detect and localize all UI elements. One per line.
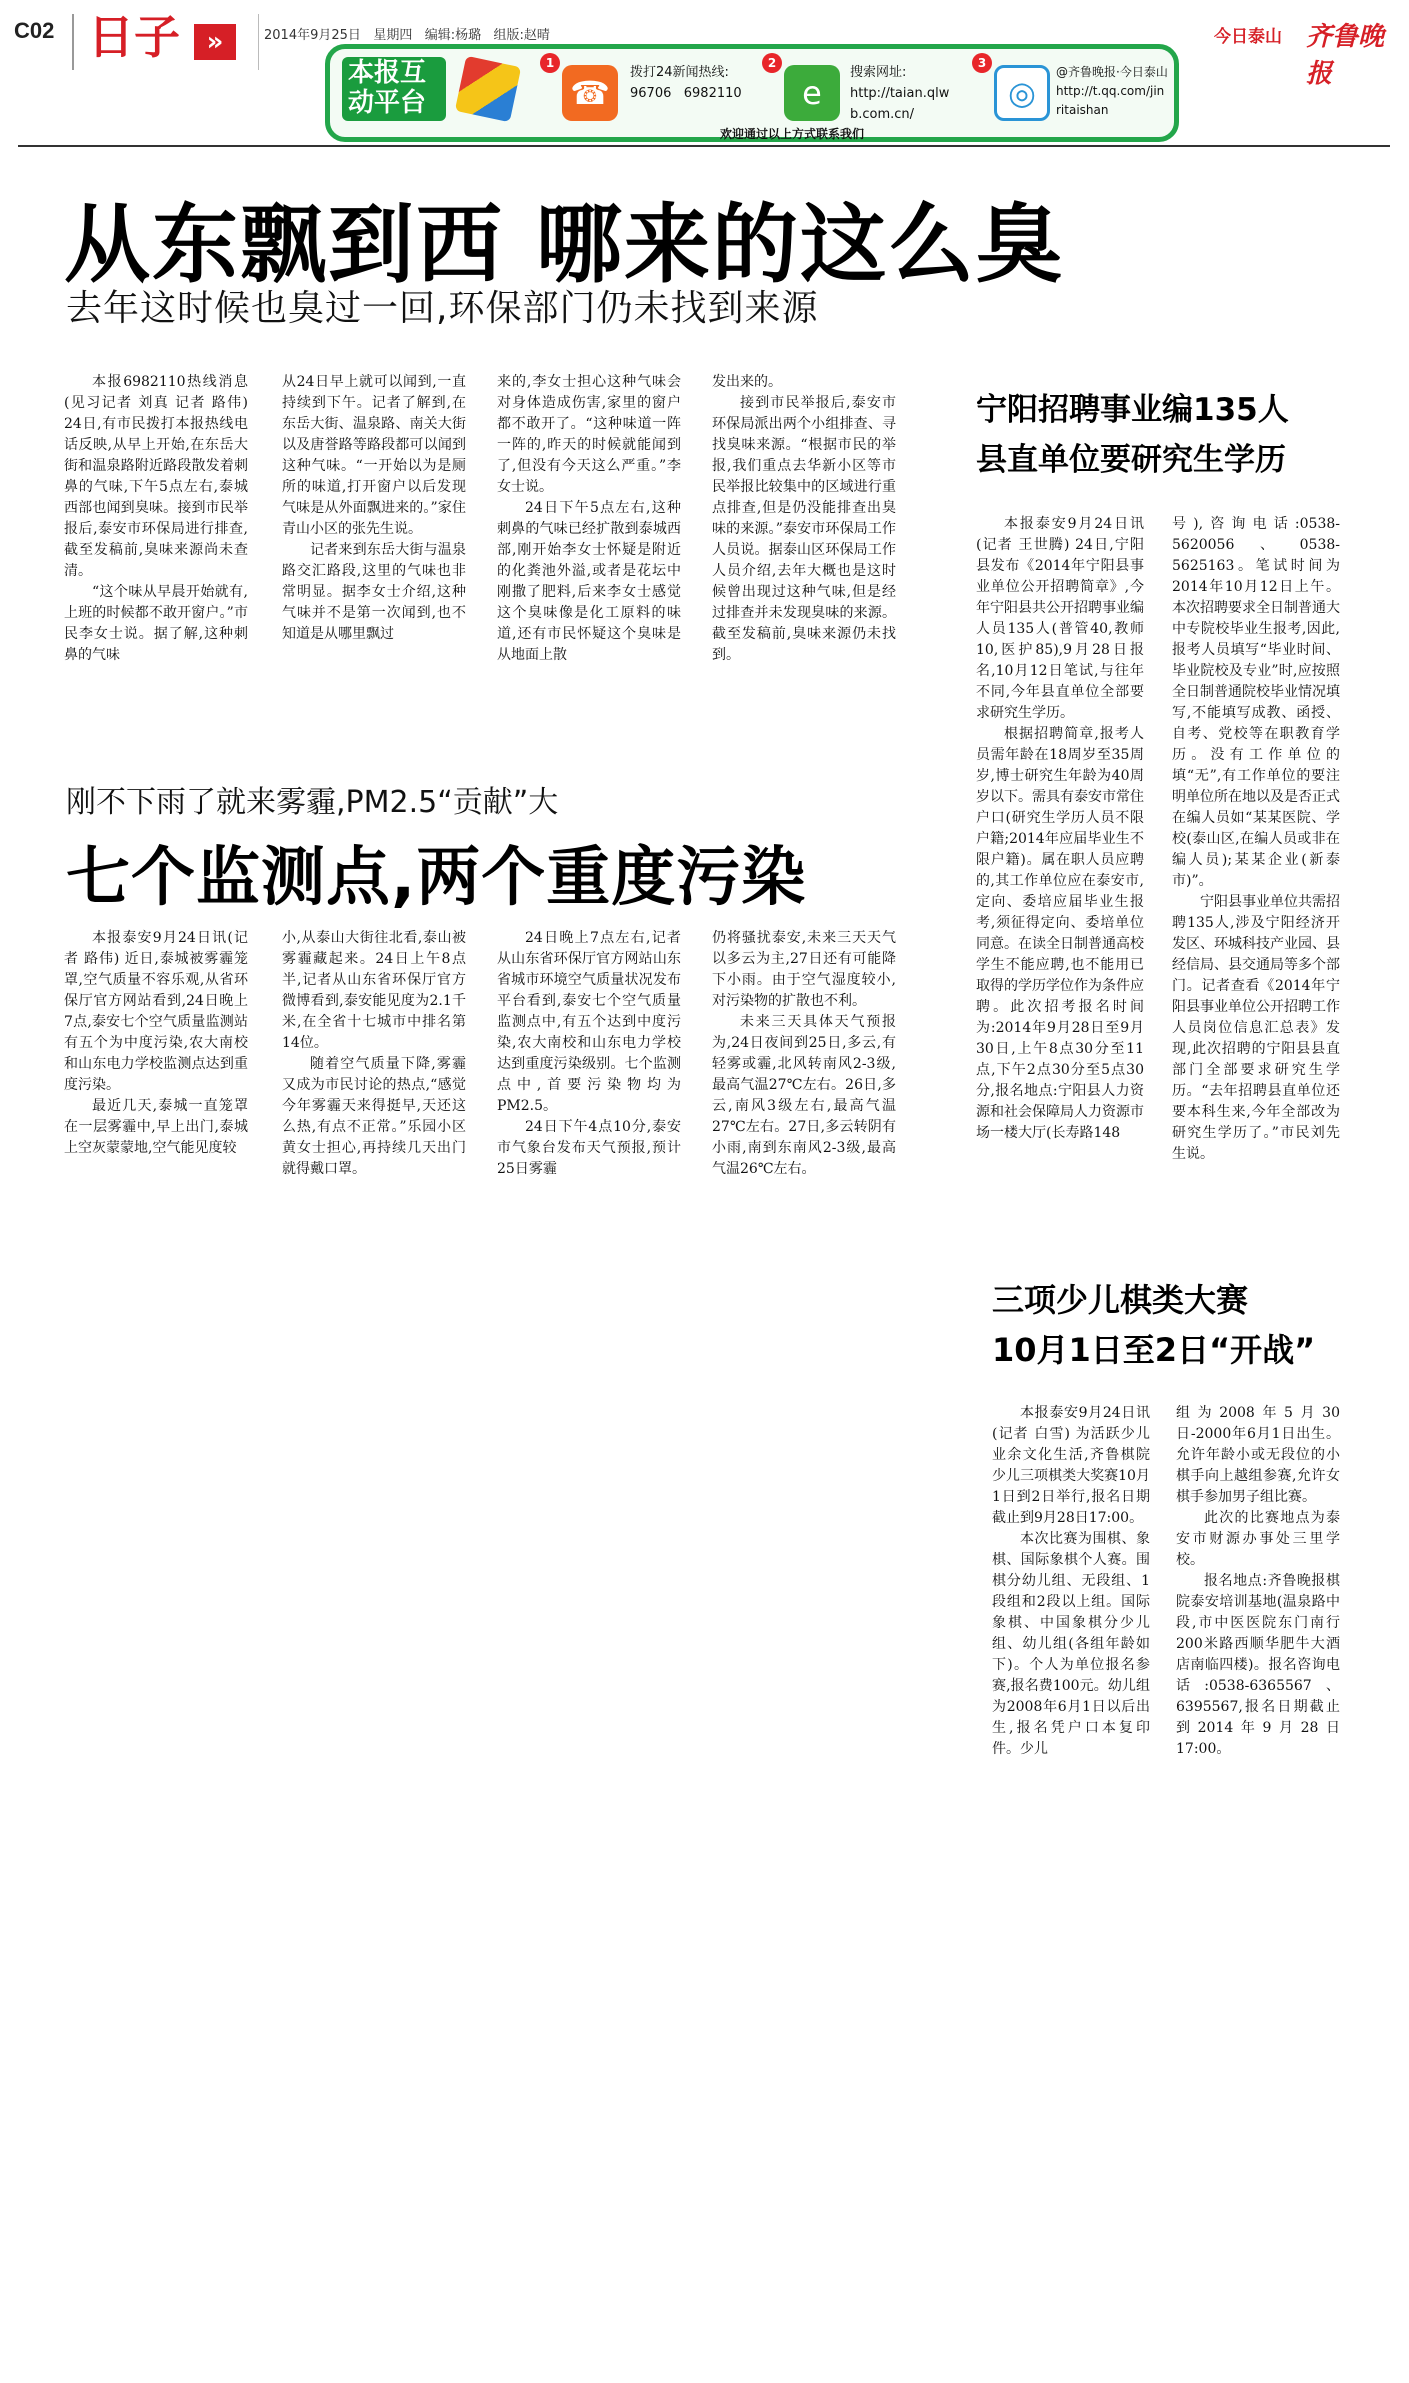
paragraph: 组为2008年5月30日-2000年6月1日出生。允许年龄小或无段位的小棋手向上越组参赛,允许女棋手参加男子组比赛。 (1176, 1405, 1340, 1505)
paragraph: 24日下午5点左右,这种刺鼻的气味已经扩散到泰城西部,刚开始李女士怀疑是附近的化粪池外溢,或者是花坛中刚撒了肥料,后来李女士感觉这个臭味像是化工原料的味道,还有市民怀疑这个臭味是从地面上散 (497, 500, 681, 663)
paragraph: 从24日早上就可以闻到,一直持续到下午。记者了解到,在东岳大街、温泉路、南关大街以及唐誉路等路段都可以闻到这种气味。“一开始以为是厕所的味道,打开窗户以后发现气味是从外面飘进来的。”家住青山小区的张先生说。 (282, 374, 466, 537)
rubik-cube-icon (455, 56, 521, 122)
story3-column-1 (976, 514, 1144, 1144)
channel-number: 3 (972, 53, 992, 73)
story2-headline: 七个监测点,两个重度污染 (66, 841, 807, 915)
story4-column-1 (992, 1403, 1150, 1760)
story4-headline (992, 1275, 1315, 1375)
paragraph: 最近几天,泰城一直笼罩在一层雾霾中,早上出门,泰城上空灰蒙蒙地,空气能见度较 (64, 1098, 248, 1156)
issue-weekday: 星期四 (373, 28, 413, 43)
phone-icon: ☎ (562, 65, 618, 121)
paragraph: 此次的比赛地点为泰安市财源办事处三里学校。 (1176, 1510, 1340, 1568)
paragraph: 24日下午4点10分,泰安市气象台发布天气预报,预计25日雾霾 (497, 1119, 681, 1177)
paragraph: 小,从泰山大街往北看,泰山被雾霾藏起来。24日上午8点半,记者从山东省环保厅官方微博看到,泰安能见度为2.1千米,在全省十七城市中排名第14位。 (282, 930, 466, 1051)
editor-credit: 编辑:杨璐 (424, 28, 482, 43)
paragraph: 号),咨询电话:0538-5620056、0538-5625163。笔试时间为2014年10月12日上午。本次招聘要求全日制普通大中专院校毕业生报考,因此,报考人员填写“毕业时间、毕业院校及专业”时,应按照全日制普通院校毕业情况填写,不能填写成教、函授、自考、党校等在职教育学历。没有工作单位的填“无”,有工作单位的要注明单位所在地以及是否正式在编人员如“某某医院、学校(泰山区,在编人员或非在编人员);某某企业(新泰市)”。 (1172, 516, 1340, 889)
section-title: 日子 (88, 10, 180, 64)
paragraph: 来的,李女士担心这种气味会对身体造成伤害,家里的窗户都不敢开了。“这种味道一阵一阵的,昨天的时候就能闻到了,但没有今天这么严重。”李女士说。 (497, 374, 681, 495)
layout-credit: 组版:赵晴 (493, 28, 550, 43)
story1-column-2 (282, 372, 466, 645)
paragraph: 本次比赛为围棋、象棋、国际象棋个人赛。围棋分幼儿组、无段组、1段组和2段以上组。国际象棋、中国象棋分少儿组、幼儿组(各组年龄如下)。个人为单位报名参赛,报名费100元。幼儿组为2008年6月1日以后出生,报名凭户口本复印件。少儿 (992, 1531, 1150, 1757)
platform-footer: 欢迎通过以上方式联系我们 (720, 127, 865, 141)
platform-title: 本报互动平台 (342, 57, 446, 121)
story2-column-4 (712, 928, 896, 1180)
paragraph: 本报6982110热线消息(见习记者 刘真 记者 路伟) 24日,有市民拨打本报热线电话反映,从早上开始,在东岳大街和温泉路附近路段散发着刺鼻的气味,下午5点左右,泰城西部也闻到臭味。接到市民举报后,泰安市环保局进行排查,截至发稿前,臭味来源尚未查清。 (64, 374, 248, 579)
weibo-icon: ◎ (994, 65, 1050, 121)
weibo-text: @齐鲁晚报·今日泰山 http://t.qq.com/jin ritaishan (1056, 65, 1168, 118)
story1-subheadline: 去年这时候也臭过一回,环保部门仍未找到来源 (66, 288, 819, 329)
paragraph: 随着空气质量下降,雾霾又成为市民讨论的热点,“感觉今年雾霾天来得挺早,天还这么热,有点不正常。”乐园小区黄女士担心,再持续几天出门就得戴口罩。 (282, 1056, 466, 1177)
channel-number: 1 (540, 53, 560, 73)
page-number: C02 (14, 18, 55, 43)
channel-number: 2 (762, 53, 782, 73)
story4-column-2 (1176, 1403, 1340, 1760)
story1-column-1 (64, 372, 248, 666)
story2-column-1 (64, 928, 248, 1159)
masthead (0, 0, 1409, 150)
story2-column-3 (497, 928, 681, 1180)
headline-line: 三项少儿棋类大赛 (992, 1281, 1249, 1319)
paragraph: 本报泰安9月24日讯(记者 白雪) 为活跃少儿业余文化生活,齐鲁棋院少儿三项棋类大奖赛10月1日到2日举行,报名日期截止到9月28日17:00。 (992, 1405, 1150, 1526)
headline-line: 宁阳招聘事业编135人 (976, 392, 1289, 428)
story3-headline (976, 385, 1289, 485)
story1-column-4 (712, 372, 896, 666)
paragraph: 本报泰安9月24日讯(记者 王世腾) 24日,宁阳县发布《2014年宁阳县事业单位公开招聘简章》,今年宁阳县共公开招聘事业编人员135人(普管40,教师10,医护85),9月28日报名,10月12日笔试,与往年不同,今年县直单位全部要求研究生学历。 (976, 516, 1144, 721)
paragraph: 宁阳县事业单位共需招聘135人,涉及宁阳经济开发区、环城科技产业园、县经信局、县交通局等多个部门。记者查看《2014年宁阳县事业单位公开招聘工作人员岗位信息汇总表》发现,此次招聘的宁阳县县直部门全部要求研究生学历。“去年招聘县直单位还要本科生来,今年全部改为研究生学历了。”市民刘先生说。 (1172, 894, 1340, 1162)
story3-column-2 (1172, 514, 1340, 1165)
issue-date: 2014年9月25日 (264, 28, 361, 43)
paragraph: 发出来的。 (712, 374, 782, 390)
paragraph: 仍将骚扰泰安,未来三天天气以多云为主,27日还有可能降下小雨。由于空气湿度较小,对污染物的扩散也不利。 (712, 930, 896, 1009)
divider (72, 14, 74, 70)
headline-line: 县直单位要研究生学历 (976, 442, 1286, 478)
paragraph: 未来三天具体天气预报为,24日夜间到25日,多云,有轻雾或霾,北风转南风2-3级,最高气温27℃左右。26日,多云,南风3级左右,最高气温27℃左右。27日,多云转阴有小雨,南到东南风2-3级,最高气温26℃左右。 (712, 1014, 896, 1177)
divider (258, 14, 259, 70)
website-text: 搜索网址: http://taian.qlw b.com.cn/ (850, 65, 950, 122)
story2-column-2 (282, 928, 466, 1180)
paragraph: 本报泰安9月24日讯(记者 路伟) 近日,泰城被雾霾笼罩,空气质量不容乐观,从省环保厅官方网站看到,24日晚上7点,泰安七个空气质量监测站有五个为中度污染,农大南校和山东电力学校监测点达到重度污染。 (64, 930, 248, 1093)
paragraph: 报名地点:齐鲁晚报棋院泰安培训基地(温泉路中段,市中医医院东门南行200米路西顺华肥牛大酒店南临四楼)。报名咨询电话:0538-6365567、6395567,报名日期截止到2014年9月28日17:00。 (1176, 1573, 1340, 1757)
story2-kicker: 刚不下雨了就来雾霾,PM2.5“贡献”大 (66, 785, 559, 820)
interaction-platform-banner (325, 44, 1179, 142)
edition-name: 今日泰山 (1214, 27, 1282, 47)
section-arrow-icon: » (194, 24, 236, 60)
hotline-text: 拨打24新闻热线: 96706 6982110 (630, 65, 742, 101)
story1-column-3 (497, 372, 681, 666)
browser-icon: e (784, 65, 840, 121)
paragraph: 根据招聘简章,报考人员需年龄在18周岁至35周岁,博士研究生年龄为40周岁以下。需具有泰安市常住户口(研究生学历人员不限户籍;2014年应届毕业生不限户籍)。属在职人员应聘的,其工作单位应在泰安市,定向、委培应届毕业生报考,须征得定向、委培单位同意。在读全日制普通高校学生不能应聘,也不能用已取得的学历学位作为条件应聘。此次招考报名时间为:2014年9月28日至9月30日,上午8点30分至11点,下午2点30分至5点30分,报名地点:宁阳县人力资源和社会保障局人力资源市场一楼大厅(长寿路148 (976, 726, 1144, 1141)
paragraph: 记者来到东岳大街与温泉路交汇路段,这里的气味也非常明显。据李女士介绍,这种气味并不是第一次闻到,也不知道是从哪里飘过 (282, 542, 466, 642)
paragraph: 24日晚上7点左右,记者从山东省环保厅官方网站山东省城市环境空气质量状况发布平台看到,泰安七个空气质量监测点中,有五个达到中度污染,农大南校和山东电力学校达到重度污染级别。七个监测点中,首要污染物均为PM2.5。 (497, 930, 681, 1114)
paragraph: 接到市民举报后,泰安市环保局派出两个小组排查、寻找臭味来源。“根据市民的举报,我们重点去华新小区等市民举报比较集中的区域进行重点排查,但是仍没能排查出臭味的来源。”泰安市环保局工作人员说。据泰山区环保局工作人员介绍,去年大概也是这时候曾出现过这种气味,但是经过排查并未发现臭味的来源。截至发稿前,臭味来源仍未找到。 (712, 395, 896, 663)
issue-info (264, 24, 550, 43)
masthead-rule (18, 145, 1390, 147)
newspaper-logo: 齐鲁晚报 (1306, 22, 1385, 89)
headline-line: 10月1日至2日“开战” (992, 1331, 1316, 1369)
story1-headline: 从东飘到西 哪来的这么臭 (64, 195, 1064, 295)
paragraph: “这个味从早晨开始就有,上班的时候都不敢开窗户。”市民李女士说。据了解,这种刺鼻的气味 (64, 584, 248, 663)
